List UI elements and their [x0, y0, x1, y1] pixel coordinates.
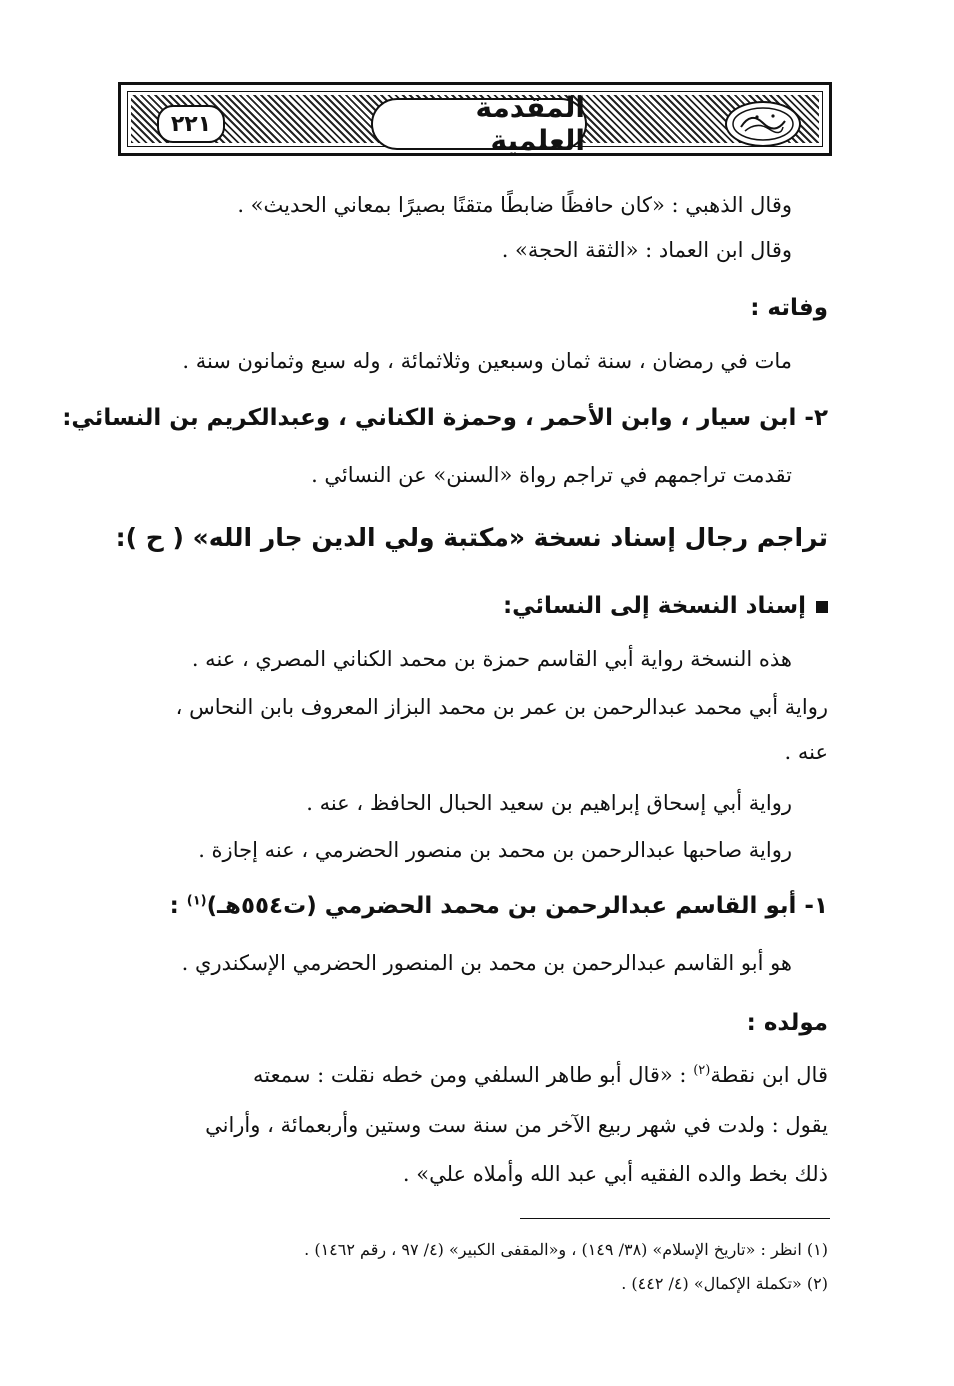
seal-emblem-icon	[725, 101, 801, 147]
section-heading: مولده :	[746, 1010, 828, 1036]
subsection-heading	[503, 593, 828, 619]
footnote: (٢) «تكملة الإكمال» (٤/ ٤٤٢) .	[621, 1274, 828, 1293]
text-line: رواية أبي محمد عبدالرحمن بن عمر بن محمد البزاز المعروف بابن النحاس ،	[175, 695, 828, 719]
text-segment: قال ابن نقطة	[710, 1063, 828, 1087]
footnote-separator	[520, 1218, 830, 1219]
text-line: رواية صاحبها عبدالرحمن بن محمد بن منصور الحضرمي ، عنه إجازة .	[198, 838, 792, 862]
page-number-cartouche	[157, 105, 225, 143]
text-line: تقدمت تراجمهم في تراجم رواة «السنن» عن النسائي .	[311, 463, 792, 487]
heading-colon: :	[169, 893, 187, 919]
text-line: هذه النسخة رواية أبي القاسم حمزة بن محمد الكناني المصري ، عنه .	[191, 647, 792, 671]
square-bullet-icon	[816, 601, 828, 613]
text-line	[253, 1063, 828, 1087]
text-line: وقال ابن العماد : «الثقة الحجة» .	[501, 238, 792, 262]
text-line: يقول : ولدت في شهر ربيع الآخر من سنة ست وستين وأربعمائة ، وأراني	[205, 1113, 828, 1137]
header-ornament-band	[131, 91, 819, 157]
text-line: ذلك بخط والده الفقيه أبي عبد الله وأملاه علي» .	[402, 1162, 828, 1186]
section-heading: ٢- ابن سيار ، وابن الأحمر ، وحمزة الكناني ، وعبدالكريم بن النسائي:	[62, 405, 828, 431]
page-header	[118, 82, 832, 156]
page-number: ٢٢١	[170, 111, 212, 137]
text-line: هو أبو القاسم عبدالرحمن بن محمد بن المنصور الحضرمي الإسكندري .	[181, 951, 792, 975]
text-line: عنه .	[784, 740, 828, 764]
section-heading	[170, 893, 828, 919]
section-heading: تراجم رجال إسناد نسخة «مكتبة ولي الدين جار الله» ( ح ):	[115, 523, 828, 552]
footnote-ref: (٢)	[693, 1063, 711, 1078]
section-heading: وفاته :	[750, 295, 828, 321]
subsection-heading-text: إسناد النسخة إلى النسائي:	[502, 593, 806, 619]
text-line: رواية أبي إسحاق إبراهيم بن سعيد الحبال الحافظ ، عنه .	[306, 791, 792, 815]
text-line: مات في رمضان ، سنة ثمان وسبعين وثلاثمائة ، وله سبع وثمانون سنة .	[182, 349, 792, 373]
footnote-ref: (١)	[186, 893, 207, 909]
title-cartouche	[371, 91, 587, 157]
seal-emblem-graphic	[727, 103, 799, 145]
page-title: المقدمة العلمية	[475, 91, 585, 157]
footnote: (١) انظر : «تاريخ الإسلام» (٣٨/ ١٤٩) ، و«المقفى الكبير» (٤/ ٩٧ ، رقم ١٤٦٢) .	[304, 1240, 828, 1259]
text-segment: : «قال أبو طاهر السلفي ومن خطه نقلت : سمعته	[253, 1063, 694, 1087]
section-heading-text: ١- أبو القاسم عبدالرحمن بن محمد الحضرمي (ت٥٥٤هـ)	[206, 893, 828, 919]
text-line: وقال الذهبي : «كان حافظًا ضابطًا متقنًا بصيرًا بمعاني الحديث» .	[237, 193, 792, 217]
